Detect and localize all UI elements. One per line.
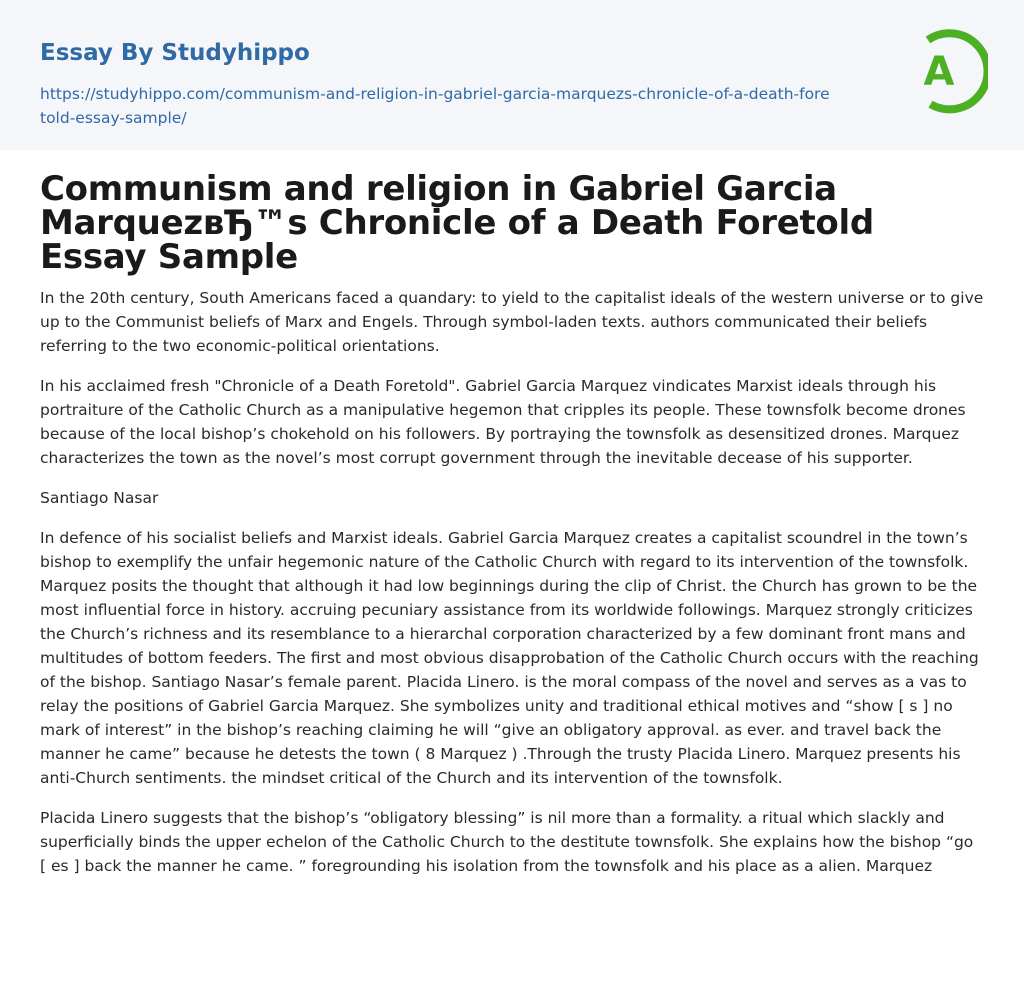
essay-paragraph: In defence of his socialist beliefs and Marxist ideals. Gabriel Garcia Marquez creates a capitalist scoundrel in the town’s bishop to exemplify the unfair hegemonic nature of the Catholic Church with regard to its intervention of the townsfolk. Marquez posits the thought that although it had low beginnings during the clip of Christ. the Church has grown to be the most influential force in history. accruing pecuniary assistance from its worldwide followings. Marquez strongly criticizes the Church’s richness and its resemblance to a hierarchal corporation characterized by a few dominant front mans and multitudes of bottom feeders. The first and most obvious disapprobation of the Catholic Church occurs with the reaching of the bishop. Santiago Nasar’s female parent. Placida Linero. is the moral compass of the novel and serves as a vas to relay the positions of Gabriel Garcia Marquez. She symbolizes unity and traditional ethical motives and “show [ s ] no mark of interest” in the bishop’s reaching claiming he will “give an obligatory approval. as ever. and travel back the manner he came” because he detests the town ( 8 Marquez ) .Through the trusty Placida Linero. Marquez presents his anti-Church sentiments. the mindset critical of the Church and its intervention of the townsfolk. bbox=[40, 529, 979, 787]
essay-paragraph: In his acclaimed fresh "Chronicle of a Death Foretold". Gabriel Garcia Marquez vindicates Marxist ideals through his portraiture of the Catholic Church as a manipulative hegemon that cripples its people. These townsfolk become drones because of the local bishop’s chokehold on his followers. By portraying the townsfolk as desensitized drones. Marquez characterizes the town as the novel’s most corrupt government through the inevitable decease of his supporter. bbox=[40, 377, 966, 467]
site-header bbox=[0, 0, 1024, 150]
essay-title: Communism and religion in Gabriel Garcia MarquezвЂ™s Chronicle of a Death Foretold Essay Sample bbox=[40, 169, 874, 277]
essay-body bbox=[40, 286, 984, 878]
logo-letter: A bbox=[923, 49, 955, 95]
studyhippo-logo-icon[interactable] bbox=[908, 28, 988, 116]
essay-paragraph: Placida Linero suggests that the bishop’s “obligatory blessing” is nil more than a formality. a ritual which slackly and superficially binds the upper echelon of the Catholic Church to the destitute townsfolk. She explains how the bishop “go [ es ] back the manner he came. ” foregrounding his isolation from the townsfolk and his place as a alien. Marquez bbox=[40, 809, 974, 875]
essay-subheading: Santiago Nasar bbox=[40, 489, 159, 507]
essay-content bbox=[0, 150, 1024, 878]
essay-url-link[interactable]: https://studyhippo.com/communism-and-religion-in-gabriel-garcia-marquezs-chronicle-of-a-death-foretold-essay-sample/ bbox=[40, 85, 830, 127]
essay-paragraph: In the 20th century, South Americans faced a quandary: to yield to the capitalist ideals of the western universe or to give up to the Communist beliefs of Marx and Engels. Through symbol-laden texts. authors communicated their beliefs referring to the two economic-political orientations. bbox=[40, 289, 984, 355]
brand-title[interactable]: Essay By Studyhippo bbox=[40, 40, 310, 66]
